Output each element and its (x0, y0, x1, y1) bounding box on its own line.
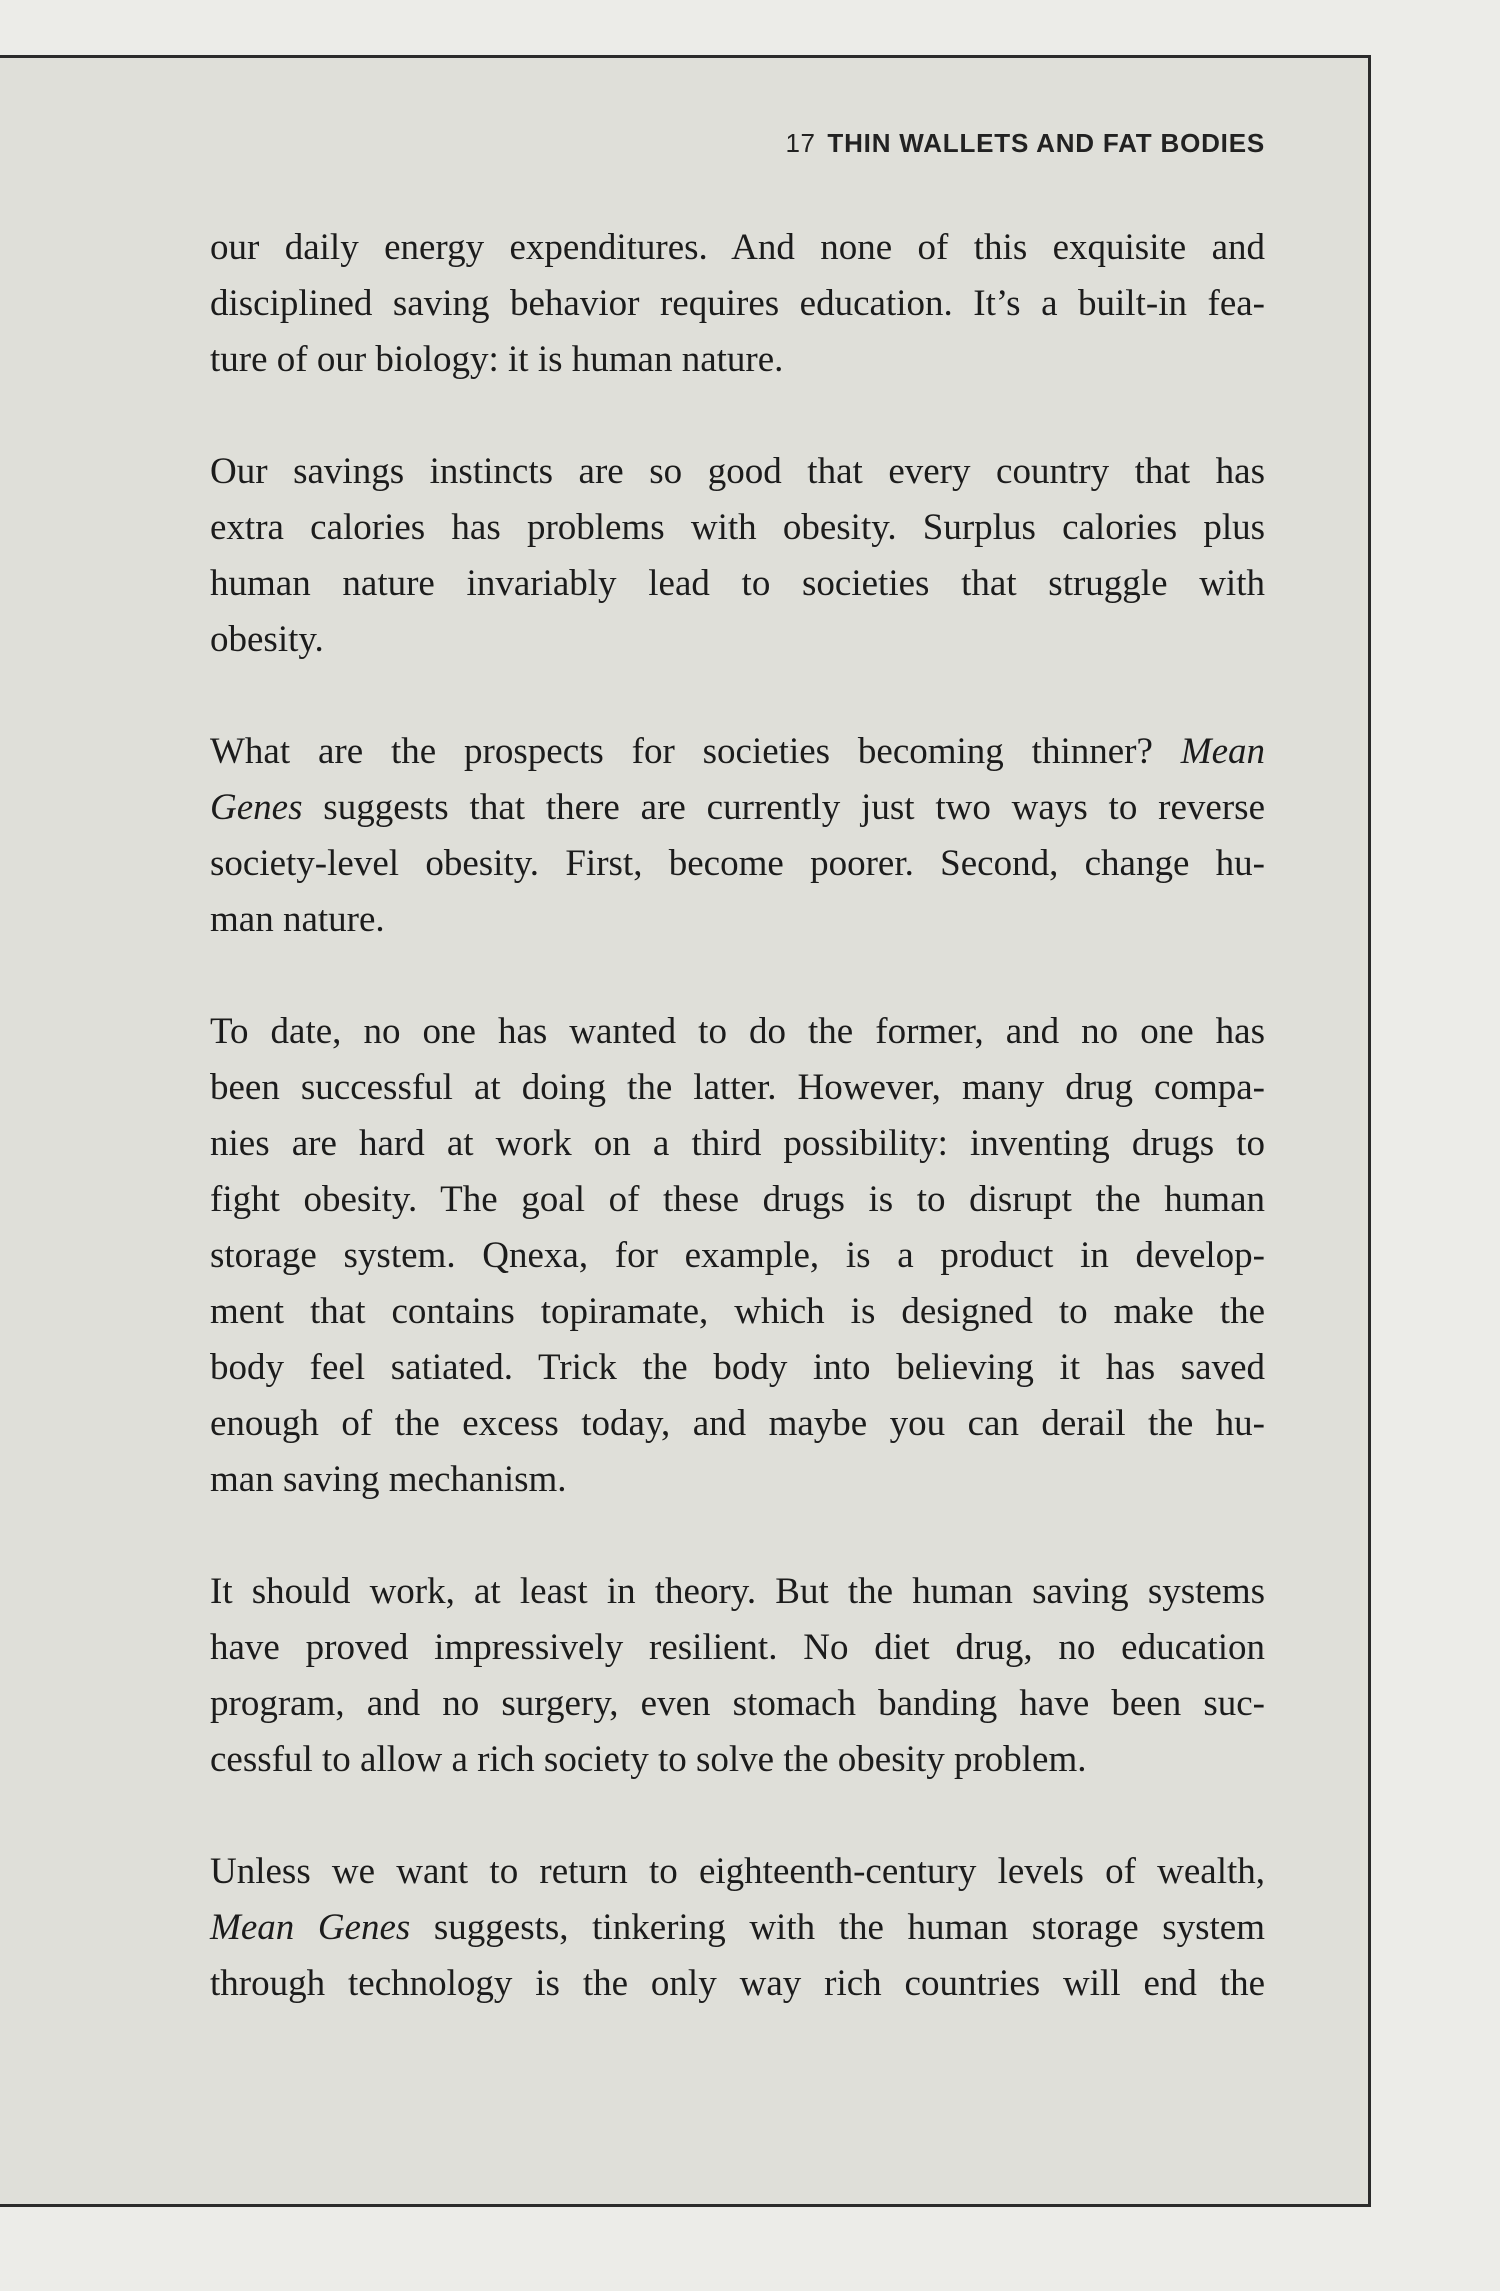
paragraph-1 (210, 220, 1265, 388)
text-line: man saving mechanism. (210, 1459, 567, 1500)
text-line: ture of our biology: it is human nature. (210, 339, 784, 380)
paragraph-2 (210, 444, 1265, 668)
paragraph-6 (210, 1844, 1265, 2012)
running-title: THIN WALLETS AND FAT BODIES (827, 128, 1265, 158)
paragraph-4 (210, 1004, 1265, 1508)
text-line: Our savings instincts are so good that every country that has (210, 451, 1265, 492)
text-line: disciplined saving behavior requires education. It’s a built-in fea- (210, 283, 1265, 324)
text-line: Unless we want to return to eighteenth-century levels of wealth, (210, 1851, 1265, 1892)
text-line: enough of the excess today, and maybe you can derail the hu- (210, 1403, 1265, 1444)
text-line: have proved impressively resilient. No diet drug, no education (210, 1627, 1265, 1668)
text-line: To date, no one has wanted to do the former, and no one has (210, 1011, 1265, 1052)
text-line: man nature. (210, 899, 385, 940)
text-run: suggests that there are currently just two ways to reverse (302, 787, 1265, 828)
text-line: nies are hard at work on a third possibility: inventing drugs to (210, 1123, 1265, 1164)
text-line: storage system. Qnexa, for example, is a product in develop- (210, 1235, 1265, 1276)
text-line: our daily energy expenditures. And none of this exquisite and (210, 227, 1265, 268)
running-head (785, 128, 1265, 159)
text-line (210, 724, 1265, 780)
text-run: What are the prospects for societies becoming thinner? (210, 731, 1181, 772)
book-title-italic: Genes (210, 787, 303, 828)
text-line: been successful at doing the latter. However, many drug compa- (210, 1067, 1265, 1108)
book-title-italic: Mean (1180, 731, 1265, 772)
text-line: It should work, at least in theory. But the human saving systems (210, 1571, 1265, 1612)
page-number: 17 (785, 128, 816, 158)
text-line: program, and no surgery, even stomach banding have been suc- (210, 1683, 1265, 1724)
text-line: cessful to allow a rich society to solve the obesity problem. (210, 1739, 1087, 1780)
paragraph-3 (210, 724, 1265, 948)
text-line: obesity. (210, 619, 324, 660)
book-title-italic: Mean Genes (210, 1907, 411, 1948)
text-line: society-level obesity. First, become poorer. Second, change hu- (210, 843, 1265, 884)
text-line: extra calories has problems with obesity. Surplus calories plus (210, 507, 1265, 548)
text-line (210, 780, 1265, 836)
text-line: through technology is the only way rich countries will end the (210, 1963, 1265, 2004)
text-line (210, 1900, 1265, 1956)
text-line: body feel satiated. Trick the body into believing it has saved (210, 1347, 1265, 1388)
text-run: suggests, tinkering with the human storage system (410, 1907, 1265, 1948)
paragraph-5 (210, 1564, 1265, 1788)
text-line: human nature invariably lead to societies that struggle with (210, 563, 1265, 604)
text-line: ment that contains topiramate, which is designed to make the (210, 1291, 1265, 1332)
body-text (210, 220, 1265, 2068)
text-line: fight obesity. The goal of these drugs is to disrupt the human (210, 1179, 1265, 1220)
